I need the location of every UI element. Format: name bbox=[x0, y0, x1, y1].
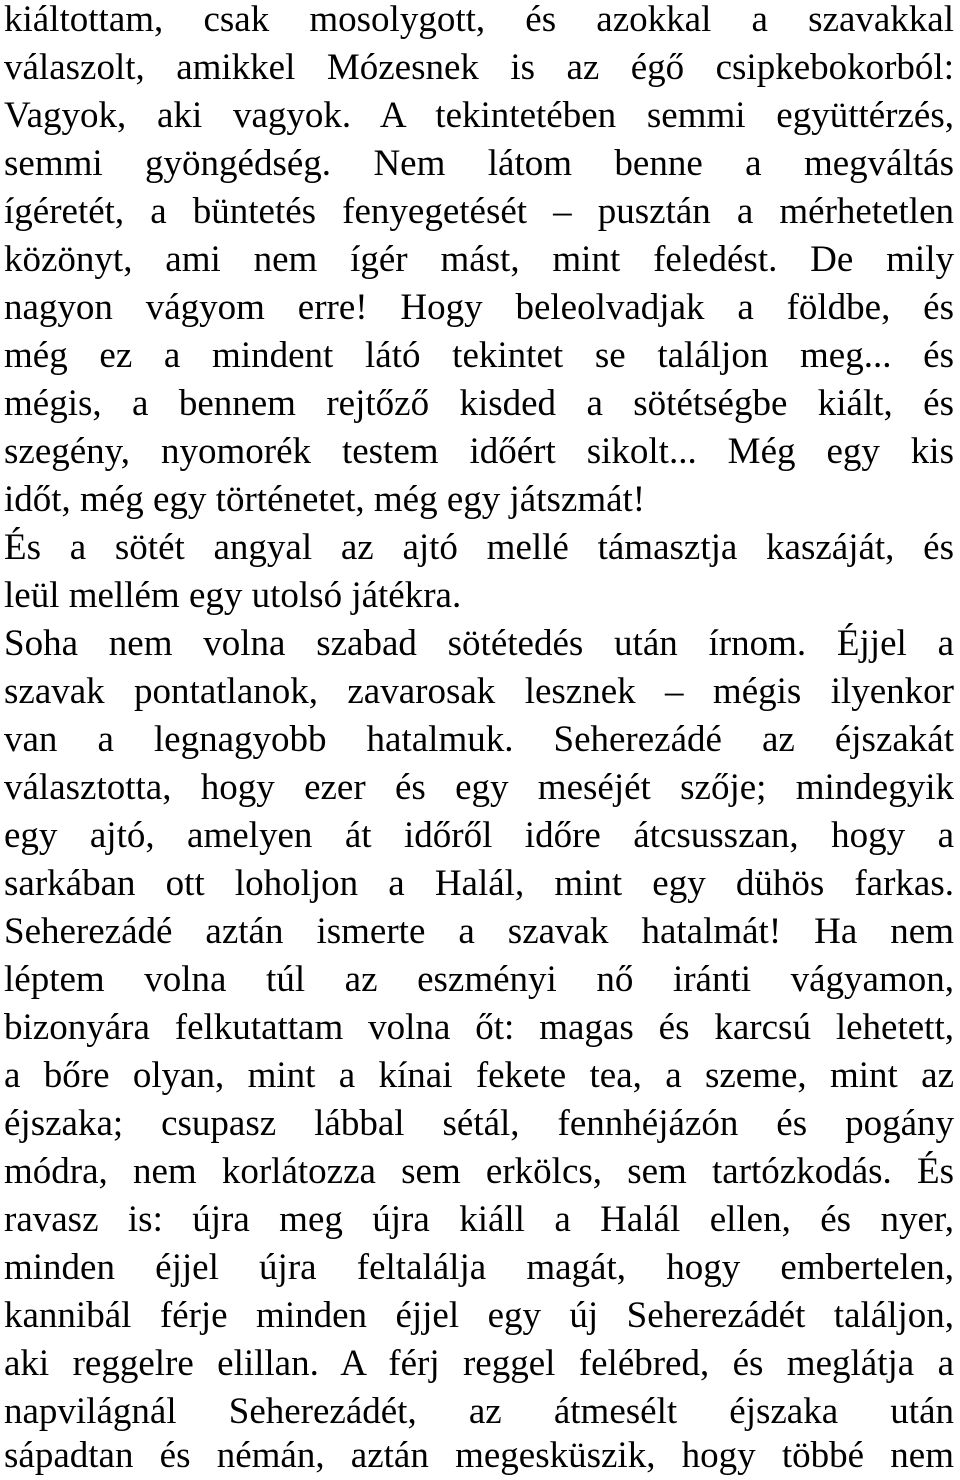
text-line: semmi gyöngédség. Nem látom benne a megváltás bbox=[4, 143, 954, 184]
text-line: mégis, a bennem rejtőző kisded a sötétségbe kiált, és bbox=[4, 383, 954, 424]
text-line: a bőre olyan, mint a kínai fekete tea, a szeme, mint az bbox=[4, 1055, 954, 1096]
text-line: napvilágnál Seherezádét, az átmesélt éjszaka után bbox=[4, 1391, 954, 1432]
text-line: szavak pontatlanok, zavarosak lesznek – mégis ilyenkor bbox=[4, 671, 954, 712]
text-line: bizonyára felkutattam volna őt: magas és karcsú lehetett, bbox=[4, 1007, 954, 1048]
text-line: van a legnagyobb hatalmuk. Seherezádé az éjszakát bbox=[4, 719, 954, 760]
text-line: éjszaka; csupasz lábbal sétál, fennhéjázón és pogány bbox=[4, 1103, 954, 1144]
text-line: nagyon vágyom erre! Hogy beleolvadjak a földbe, és bbox=[4, 287, 954, 328]
text-line: szegény, nyomorék testem időért sikolt... Még egy kis bbox=[4, 431, 954, 472]
text-line: sápadtan és némán, aztán megesküszik, hogy többé nem bbox=[4, 1435, 954, 1476]
text-line: időt, még egy történetet, még egy játszmát! bbox=[4, 479, 646, 520]
text-line: Seherezádé aztán ismerte a szavak hatalmát! Ha nem bbox=[4, 911, 954, 952]
text-line: kannibál férje minden éjjel egy új Seherezádét találjon, bbox=[4, 1295, 954, 1336]
text-line: kiáltottam, csak mosolygott, és azokkal a szavakkal bbox=[4, 0, 954, 40]
text-line: választotta, hogy ezer és egy meséjét szője; mindegyik bbox=[4, 767, 954, 808]
text-line: leül mellém egy utolsó játékra. bbox=[4, 575, 462, 616]
text-line: minden éjjel újra feltalálja magát, hogy embertelen, bbox=[4, 1247, 954, 1288]
text-line: ravasz is: újra meg újra kiáll a Halál ellen, és nyer, bbox=[4, 1199, 954, 1240]
text-line: sarkában ott loholjon a Halál, mint egy dühös farkas. bbox=[4, 863, 954, 904]
text-line: aki reggelre elillan. A férj reggel felébred, és meglátja a bbox=[4, 1343, 954, 1384]
text-line: módra, nem korlátozza sem erkölcs, sem tartózkodás. És bbox=[4, 1151, 954, 1192]
text-line: Soha nem volna szabad sötétedés után írnom. Éjjel a bbox=[4, 623, 954, 664]
document-page bbox=[4, 0, 956, 1480]
text-line: válaszolt, amikkel Mózesnek is az égő csipkebokorból: bbox=[4, 47, 954, 88]
text-line: És a sötét angyal az ajtó mellé támasztja kaszáját, és bbox=[4, 527, 954, 568]
text-line: léptem volna túl az eszményi nő iránti vágyamon, bbox=[4, 959, 954, 1000]
text-line: Vagyok, aki vagyok. A tekintetében semmi együttérzés, bbox=[4, 95, 954, 136]
text-line: még ez a mindent látó tekintet se találjon meg... és bbox=[4, 335, 954, 376]
text-line: ígéretét, a büntetés fenyegetését – pusztán a mérhetetlen bbox=[4, 191, 954, 232]
text-line: egy ajtó, amelyen át időről időre átcsusszan, hogy a bbox=[4, 815, 954, 856]
text-line: közönyt, ami nem ígér mást, mint feledést. De mily bbox=[4, 239, 954, 280]
